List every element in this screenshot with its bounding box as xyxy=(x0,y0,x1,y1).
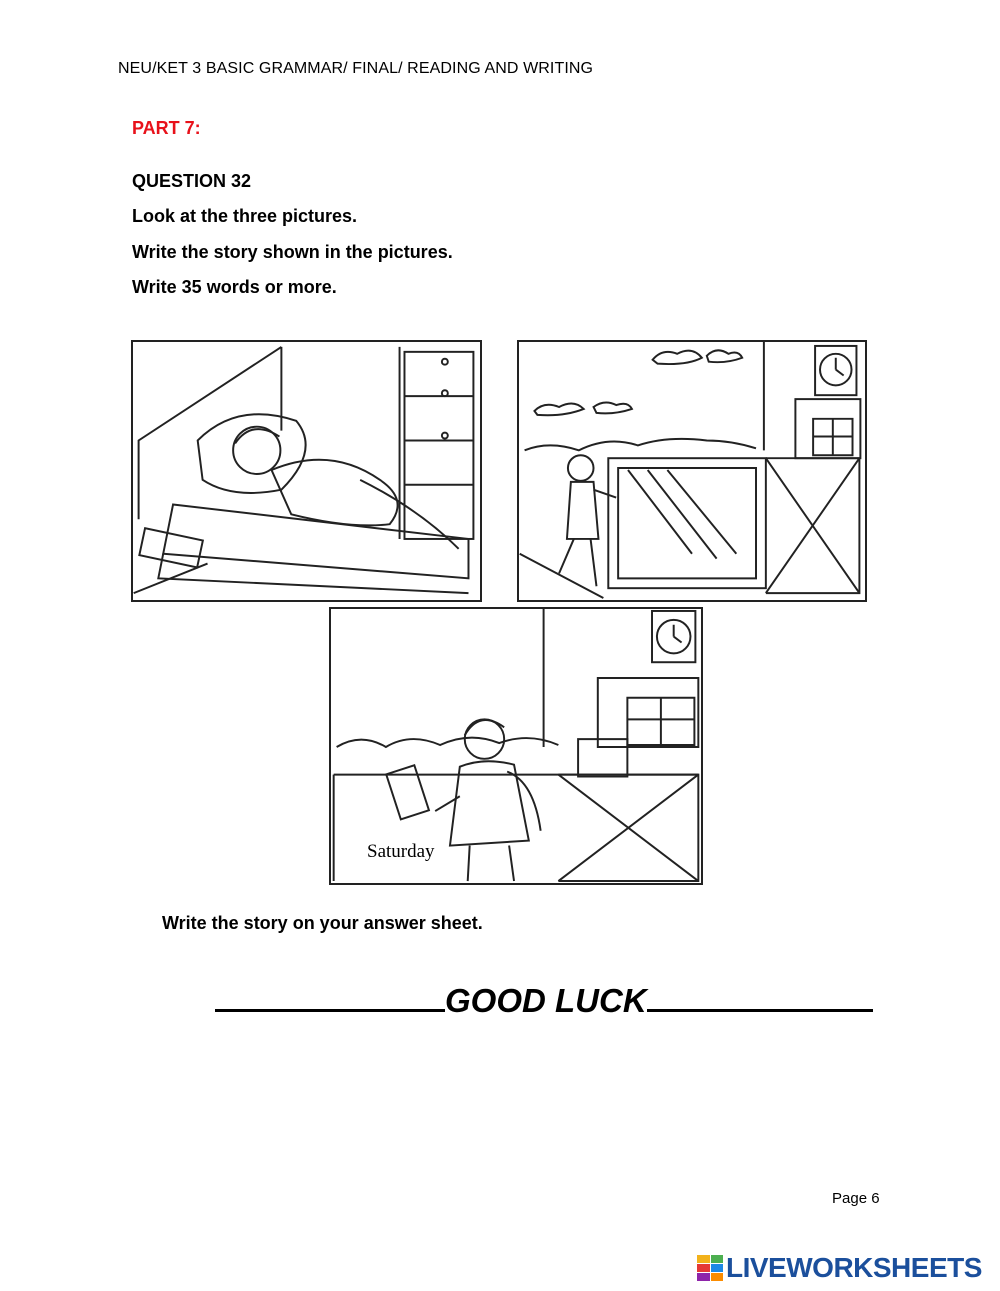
question-number: QUESTION 32 xyxy=(132,171,252,191)
underline-right xyxy=(647,1009,873,1012)
picture-school-saturday xyxy=(329,607,703,885)
closing-message xyxy=(215,982,873,1020)
question-line-2: Write the story shown in the pictures. xyxy=(132,242,453,262)
liveworksheets-logo-icon xyxy=(697,1255,723,1281)
brand-name: LIVEWORKSHEETS xyxy=(726,1252,982,1283)
running-girl-illustration xyxy=(519,342,865,600)
picture-sleeping xyxy=(131,340,482,602)
page-header: NEU/KET 3 BASIC GRAMMAR/ FINAL/ READING AND WRITING xyxy=(118,60,594,77)
sleeping-girl-illustration xyxy=(133,342,480,600)
part-label: PART 7: xyxy=(132,118,201,138)
closing-text: GOOD LUCK xyxy=(445,982,647,1019)
answer-instruction: Write the story on your answer sheet. xyxy=(162,913,483,933)
picture-caption: Saturday xyxy=(367,841,435,862)
liveworksheets-brand xyxy=(697,1252,982,1284)
question-line-3: Write 35 words or more. xyxy=(132,277,337,297)
picture-running-to-school xyxy=(517,340,867,602)
page-number: Page 6 xyxy=(832,1190,880,1207)
question-line-1: Look at the three pictures. xyxy=(132,206,358,226)
underline-left xyxy=(215,1009,445,1012)
